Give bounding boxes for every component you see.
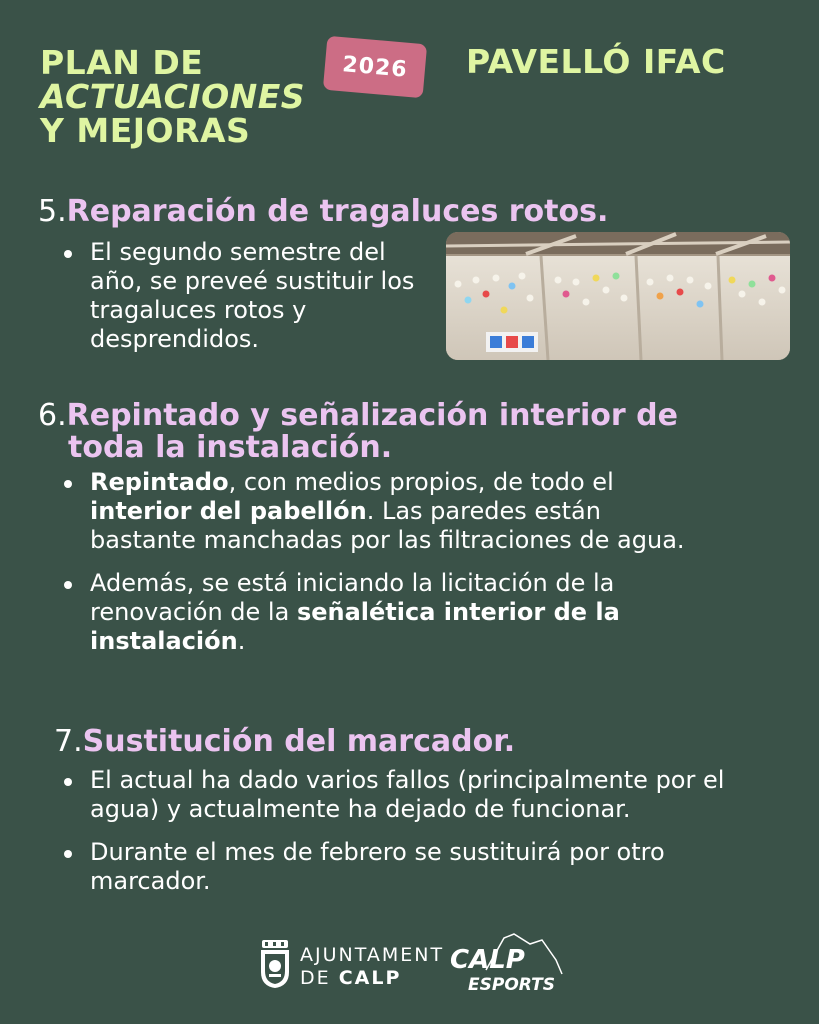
year-badge: 2026 — [323, 36, 427, 99]
bold-text: Repintado — [90, 468, 229, 496]
ajuntament-shield-icon — [258, 938, 292, 990]
list-item: Repintado, con medios propios, de todo el interior del pabellón. Las paredes están bastante manchadas por las filtraciones de agua. — [62, 468, 712, 555]
page-title — [40, 43, 306, 150]
section-5-list — [62, 238, 434, 368]
section-7-list — [62, 766, 762, 910]
list-item: El segundo semestre del año, se preveé sustituir los tragaluces rotos y desprendidos. — [62, 238, 434, 354]
section-7-title: Sustitución del marcador. — [82, 724, 516, 759]
section-5-heading — [38, 196, 608, 228]
venue-title: PAVELLÓ IFAC — [466, 42, 726, 81]
ajuntament-logo-text — [300, 944, 444, 990]
list-item: Durante el mes de febrero se sustituirá por otro marcador. — [62, 838, 762, 896]
section-6-list — [62, 468, 712, 670]
section-7-heading — [54, 726, 515, 758]
skylights-photo-image — [446, 232, 790, 360]
calp-esports-logo — [446, 930, 566, 998]
ajuntament-line-1: AJUNTAMENT — [300, 944, 445, 966]
title-line-3: Y MEJORAS — [40, 111, 251, 150]
esports-line-1: CALP — [450, 945, 525, 975]
skylights-photo — [446, 232, 790, 360]
ajuntament-line-2: DE CALP — [300, 967, 402, 989]
section-5-title: Reparación de tragaluces rotos. — [66, 194, 609, 229]
bold-text: señalética interior de la instalación — [90, 598, 620, 655]
section-6-heading — [38, 400, 678, 464]
list-item: Además, se está iniciando la licitación de la renovación de la señalética interior de la instalación. — [62, 569, 712, 656]
section-6-title-line-2: toda la instalación. — [68, 430, 393, 465]
section-6-title-line-1: Repintado y señalización interior de — [66, 398, 678, 433]
title-line-1: PLAN DE — [40, 43, 204, 82]
title-line-2: ACTUACIONES — [40, 77, 306, 116]
esports-line-2: ESPORTS — [468, 975, 555, 995]
section-5-number: 5. — [38, 194, 67, 229]
list-item: El actual ha dado varios fallos (principalmente por el agua) y actualmente ha dejado de funcionar. — [62, 766, 762, 824]
section-6-number: 6. — [38, 398, 67, 433]
section-7-number: 7. — [54, 724, 83, 759]
bold-text: interior del pabellón — [90, 497, 367, 525]
